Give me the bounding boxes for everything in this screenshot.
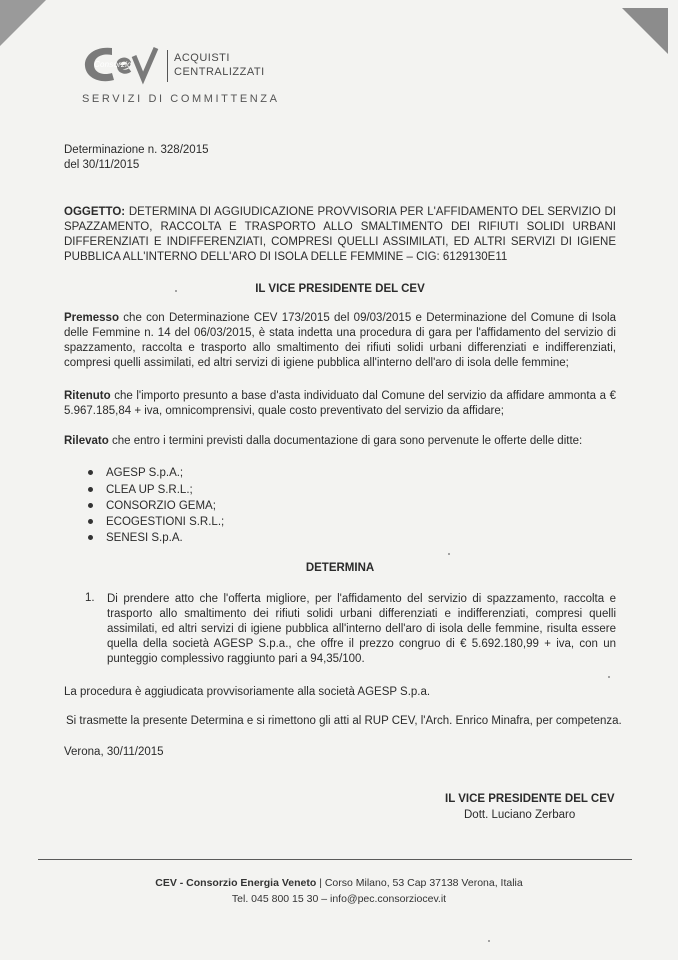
ritenuto-paragraph xyxy=(64,389,616,419)
page-corner-fold-left xyxy=(0,0,46,46)
logo-subtitle: SERVIZI DI COMMITTENZA xyxy=(82,93,280,105)
rilevato-label: Rilevato xyxy=(64,435,109,447)
bullet-icon xyxy=(88,519,93,524)
subject-text: DETERMINA DI AGGIUDICAZIONE PROVVISORIA PER L'AFFIDAMENTO DEL SERVIZIO DI SPAZZAMENTO, RACCOLTA E TRASPORTO ALLO SMALTIMENTO DEI RIFIUTI SOLIDI URBANI DIFFERENZIATI E INDIFFERENZIATI, COMPRESI QUELLI ASSIMILATI, ED ALTRI SERVIZI DI IGIENE PUBBLICA ALL'INTERNO DELL'ARO DI ISOLA DELLE FEMMINE – CIG: 6129130E11 xyxy=(64,206,616,263)
logo-line-acquisti: ACQUISTI xyxy=(174,52,230,64)
page-corner-fold-right xyxy=(622,8,668,54)
footer-address: | Corso Milano, 53 Cap 37138 Verona, Italia xyxy=(319,877,523,889)
determina-heading: DETERMINA xyxy=(305,562,375,574)
signature-title: IL VICE PRESIDENTE DEL CEV xyxy=(445,793,615,805)
bidder-list-item: AGESP S.p.A.; xyxy=(88,466,183,481)
logo-consorzio-text: Consorzio xyxy=(94,60,132,69)
scan-speck xyxy=(448,553,450,555)
premesso-text: che con Determinazione CEV 173/2015 del 09/03/2015 e Determinazione del Comune di Isola delle Femmine n. 14 del 06/03/2015, è stata indetta una procedura di gara per l'affidamento del servizio di spazzamento, raccolta e trasporto allo smaltimento dei rifiuti solidi urbani differenziati e indifferenziati, compresi quelli assimilati, ed altri servizi di igiene pubblica all'interno dell'aro di isola delle femmine; xyxy=(64,312,617,369)
subject-label: OGGETTO: xyxy=(64,206,126,218)
bullet-icon xyxy=(88,487,93,492)
ritenuto-text: che l'importo presunto a base d'asta individuato dal Comune del servizio da affidare ammonta a € 5.967.185,84 + iva, omnicomprensivi, quale costo preventivato del servizio da affidare; xyxy=(64,390,616,417)
bidder-list-item: ECOGESTIONI S.R.L.; xyxy=(88,515,224,530)
bidder-list-item: CLEA UP S.R.L.; xyxy=(88,483,193,498)
ritenuto-label: Ritenuto xyxy=(64,390,111,402)
footer-divider xyxy=(38,859,632,860)
place-and-date: Verona, 30/11/2015 xyxy=(64,746,164,758)
determination-number: Determinazione n. 328/2015 xyxy=(64,144,209,156)
determination-date: del 30/11/2015 xyxy=(64,159,140,171)
subject-paragraph xyxy=(64,205,616,265)
footer-org-name: CEV - Consorzio Energia Veneto xyxy=(155,877,317,889)
scan-speck xyxy=(488,940,490,942)
cev-logo xyxy=(82,42,282,112)
bullet-icon xyxy=(88,470,93,475)
scan-speck xyxy=(175,290,177,292)
bidder-list-item: CONSORZIO GEMA; xyxy=(88,499,216,514)
bullet-icon xyxy=(88,535,93,540)
premesso-label: Premesso xyxy=(64,312,119,324)
award-statement: La procedura è aggiudicata provvisoriamente alla società AGESP S.p.a. xyxy=(64,686,431,698)
rilevato-paragraph xyxy=(64,434,616,449)
transmit-statement: Si trasmette la presente Determina e si rimettono gli atti al RUP CEV, l'Arch. Enrico Minafra, per competenza. xyxy=(66,715,622,727)
premesso-paragraph xyxy=(64,311,616,371)
scan-speck xyxy=(608,676,610,678)
footer-address-line xyxy=(0,877,678,889)
vice-president-heading: IL VICE PRESIDENTE DEL CEV xyxy=(255,283,425,295)
bullet-icon xyxy=(88,503,93,508)
determination-item-text: Di prendere atto che l'offerta migliore, per l'affidamento del servizio di spazzamento, raccolta e trasporto allo smaltimento dei rifiuti solidi urbani differenziati e indifferenziati, compresi quelli assimilati, ed altri servizi di igiene pubblica all'interno dell'aro di isola delle femmine, risulta essere quella della società AGESP S.p.a., che offre il prezzo congruo di € 5.692.180,99 + iva, con un punteggio complessivo raggiunto pari a 94,35/100. xyxy=(107,593,616,665)
rilevato-text: che entro i termini previsti dalla documentazione di gara sono pervenute le offerte delle ditte: xyxy=(111,435,583,447)
footer-contacts: Tel. 045 800 15 30 – info@pec.consorziocev.it xyxy=(231,893,447,905)
bidder-list-item: SENESI S.p.A. xyxy=(88,531,183,546)
signature-name: Dott. Luciano Zerbaro xyxy=(464,809,576,821)
logo-divider xyxy=(167,50,168,82)
logo-line-centralizzati: CENTRALIZZATI xyxy=(174,66,265,78)
item-number: 1. xyxy=(85,592,95,604)
